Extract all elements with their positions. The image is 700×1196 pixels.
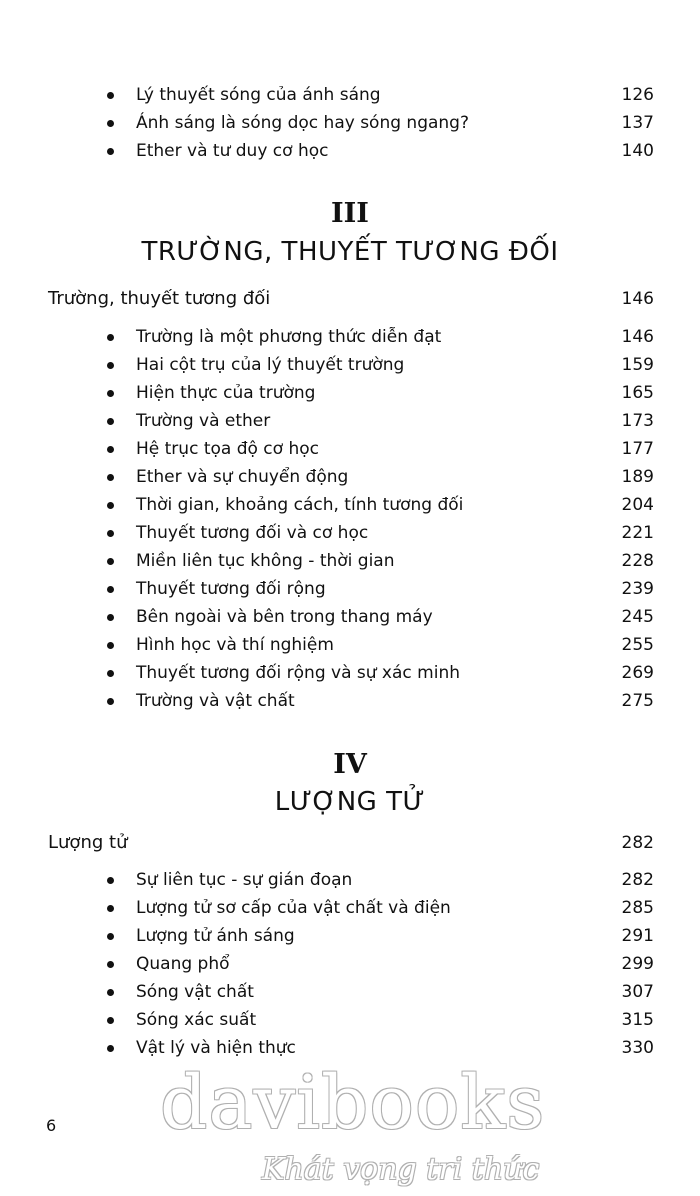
page-number: 6	[46, 1116, 57, 1135]
bullet-icon	[107, 558, 114, 565]
toc-item-page: 299	[621, 954, 654, 974]
toc-item-page: 146	[621, 327, 654, 347]
toc-item	[0, 924, 700, 952]
bullet-icon	[107, 586, 114, 593]
part-numeral: III	[331, 198, 369, 229]
toc-item	[0, 633, 700, 661]
bullet-icon	[107, 334, 114, 341]
toc-item	[0, 521, 700, 549]
toc-item-label: Hình học và thí nghiệm	[136, 635, 334, 655]
toc-item-label: Hai cột trụ của lý thuyết trường	[136, 355, 405, 375]
toc-item-label: Sự liên tục - sự gián đoạn	[136, 870, 353, 890]
toc-item-label: Ánh sáng là sóng dọc hay sóng ngang?	[136, 113, 469, 133]
toc-section-page: 282	[621, 833, 654, 853]
toc-section-label: Lượng tử	[48, 832, 128, 853]
watermark-brand: davibooks	[160, 1060, 546, 1146]
toc-section-page: 146	[621, 289, 654, 309]
toc-item-page: 269	[621, 663, 654, 683]
toc-item-page: 255	[621, 635, 654, 655]
toc-item	[0, 111, 700, 139]
toc-item-page: 137	[621, 113, 654, 133]
toc-item-page: 330	[621, 1038, 654, 1058]
toc-item-label: Ether và tư duy cơ học	[136, 141, 329, 161]
bullet-icon	[107, 1045, 114, 1052]
toc-item	[0, 896, 700, 924]
bullet-icon	[107, 989, 114, 996]
toc-item	[0, 1008, 700, 1036]
toc-item-label: Lý thuyết sóng của ánh sáng	[136, 85, 381, 105]
part-numeral: IV	[333, 749, 367, 780]
toc-item-label: Miền liên tục không - thời gian	[136, 551, 395, 571]
toc-item-label: Trường và vật chất	[136, 691, 295, 711]
toc-item-page: 126	[621, 85, 654, 105]
bullet-icon	[107, 148, 114, 155]
toc-item	[0, 83, 700, 111]
bullet-icon	[107, 670, 114, 677]
toc-item-label: Quang phổ	[136, 954, 230, 974]
toc-item	[0, 577, 700, 605]
toc-item-page: 282	[621, 870, 654, 890]
toc-item	[0, 325, 700, 353]
toc-item	[0, 353, 700, 381]
toc-item-label: Trường và ether	[136, 411, 271, 431]
watermark-tagline: Khát vọng tri thức	[262, 1152, 540, 1187]
bullet-icon	[107, 446, 114, 453]
toc-item-label: Thuyết tương đối rộng	[136, 579, 326, 599]
toc-item-page: 159	[621, 355, 654, 375]
part-title: TRƯỜNG, THUYẾT TƯƠNG ĐỐI	[141, 237, 559, 267]
toc-item-page: 307	[621, 982, 654, 1002]
toc-item-label: Ether và sự chuyển động	[136, 467, 349, 487]
toc-item-page: 140	[621, 141, 654, 161]
toc-item-page: 189	[621, 467, 654, 487]
bullet-icon	[107, 698, 114, 705]
toc-item-label: Lượng tử sơ cấp của vật chất và điện	[136, 898, 451, 918]
bullet-icon	[107, 502, 114, 509]
toc-item-page: 221	[621, 523, 654, 543]
toc-item	[0, 549, 700, 577]
bullet-icon	[107, 390, 114, 397]
toc-item-label: Sóng vật chất	[136, 982, 254, 1002]
toc-item-label: Bên ngoài và bên trong thang máy	[136, 607, 433, 627]
toc-item-label: Sóng xác suất	[136, 1010, 257, 1030]
toc-section	[0, 831, 700, 859]
toc-item	[0, 661, 700, 689]
toc-item-page: 239	[621, 579, 654, 599]
toc-item-page: 228	[621, 551, 654, 571]
bullet-icon	[107, 614, 114, 621]
bullet-icon	[107, 530, 114, 537]
toc-item-label: Hiện thực của trường	[136, 383, 316, 403]
toc-item-label: Thời gian, khoảng cách, tính tương đối	[136, 495, 464, 515]
toc-item-page: 275	[621, 691, 654, 711]
toc-section-label: Trường, thuyết tương đối	[48, 288, 271, 309]
bullet-icon	[107, 362, 114, 369]
part-title: LƯỢNG TỬ	[274, 787, 426, 817]
toc-item	[0, 868, 700, 896]
toc-item-page: 204	[621, 495, 654, 515]
toc-item-page: 245	[621, 607, 654, 627]
toc-item-label: Vật lý và hiện thực	[136, 1038, 296, 1058]
toc-item	[0, 980, 700, 1008]
toc-item	[0, 381, 700, 409]
toc-item-page: 315	[621, 1010, 654, 1030]
toc-item	[0, 952, 700, 980]
toc-item-page: 291	[621, 926, 654, 946]
toc-item	[0, 437, 700, 465]
bullet-icon	[107, 642, 114, 649]
bullet-icon	[107, 961, 114, 968]
bullet-icon	[107, 120, 114, 127]
toc-item	[0, 689, 700, 717]
toc-item-page: 177	[621, 439, 654, 459]
toc-item-label: Trường là một phương thức diễn đạt	[136, 327, 442, 347]
toc-item-page: 173	[621, 411, 654, 431]
bullet-icon	[107, 933, 114, 940]
toc-item	[0, 465, 700, 493]
toc-item-label: Lượng tử ánh sáng	[136, 926, 295, 946]
bullet-icon	[107, 474, 114, 481]
toc-item-page: 165	[621, 383, 654, 403]
toc-section	[0, 287, 700, 315]
toc-item-label: Thuyết tương đối rộng và sự xác minh	[136, 663, 460, 683]
bullet-icon	[107, 877, 114, 884]
bullet-icon	[107, 418, 114, 425]
toc-item	[0, 605, 700, 633]
bullet-icon	[107, 92, 114, 99]
toc-item-page: 285	[621, 898, 654, 918]
bullet-icon	[107, 1017, 114, 1024]
toc-item	[0, 493, 700, 521]
toc-item	[0, 409, 700, 437]
bullet-icon	[107, 905, 114, 912]
toc-item	[0, 139, 700, 167]
toc-item-label: Hệ trục tọa độ cơ học	[136, 439, 319, 459]
toc-item-label: Thuyết tương đối và cơ học	[136, 523, 369, 543]
